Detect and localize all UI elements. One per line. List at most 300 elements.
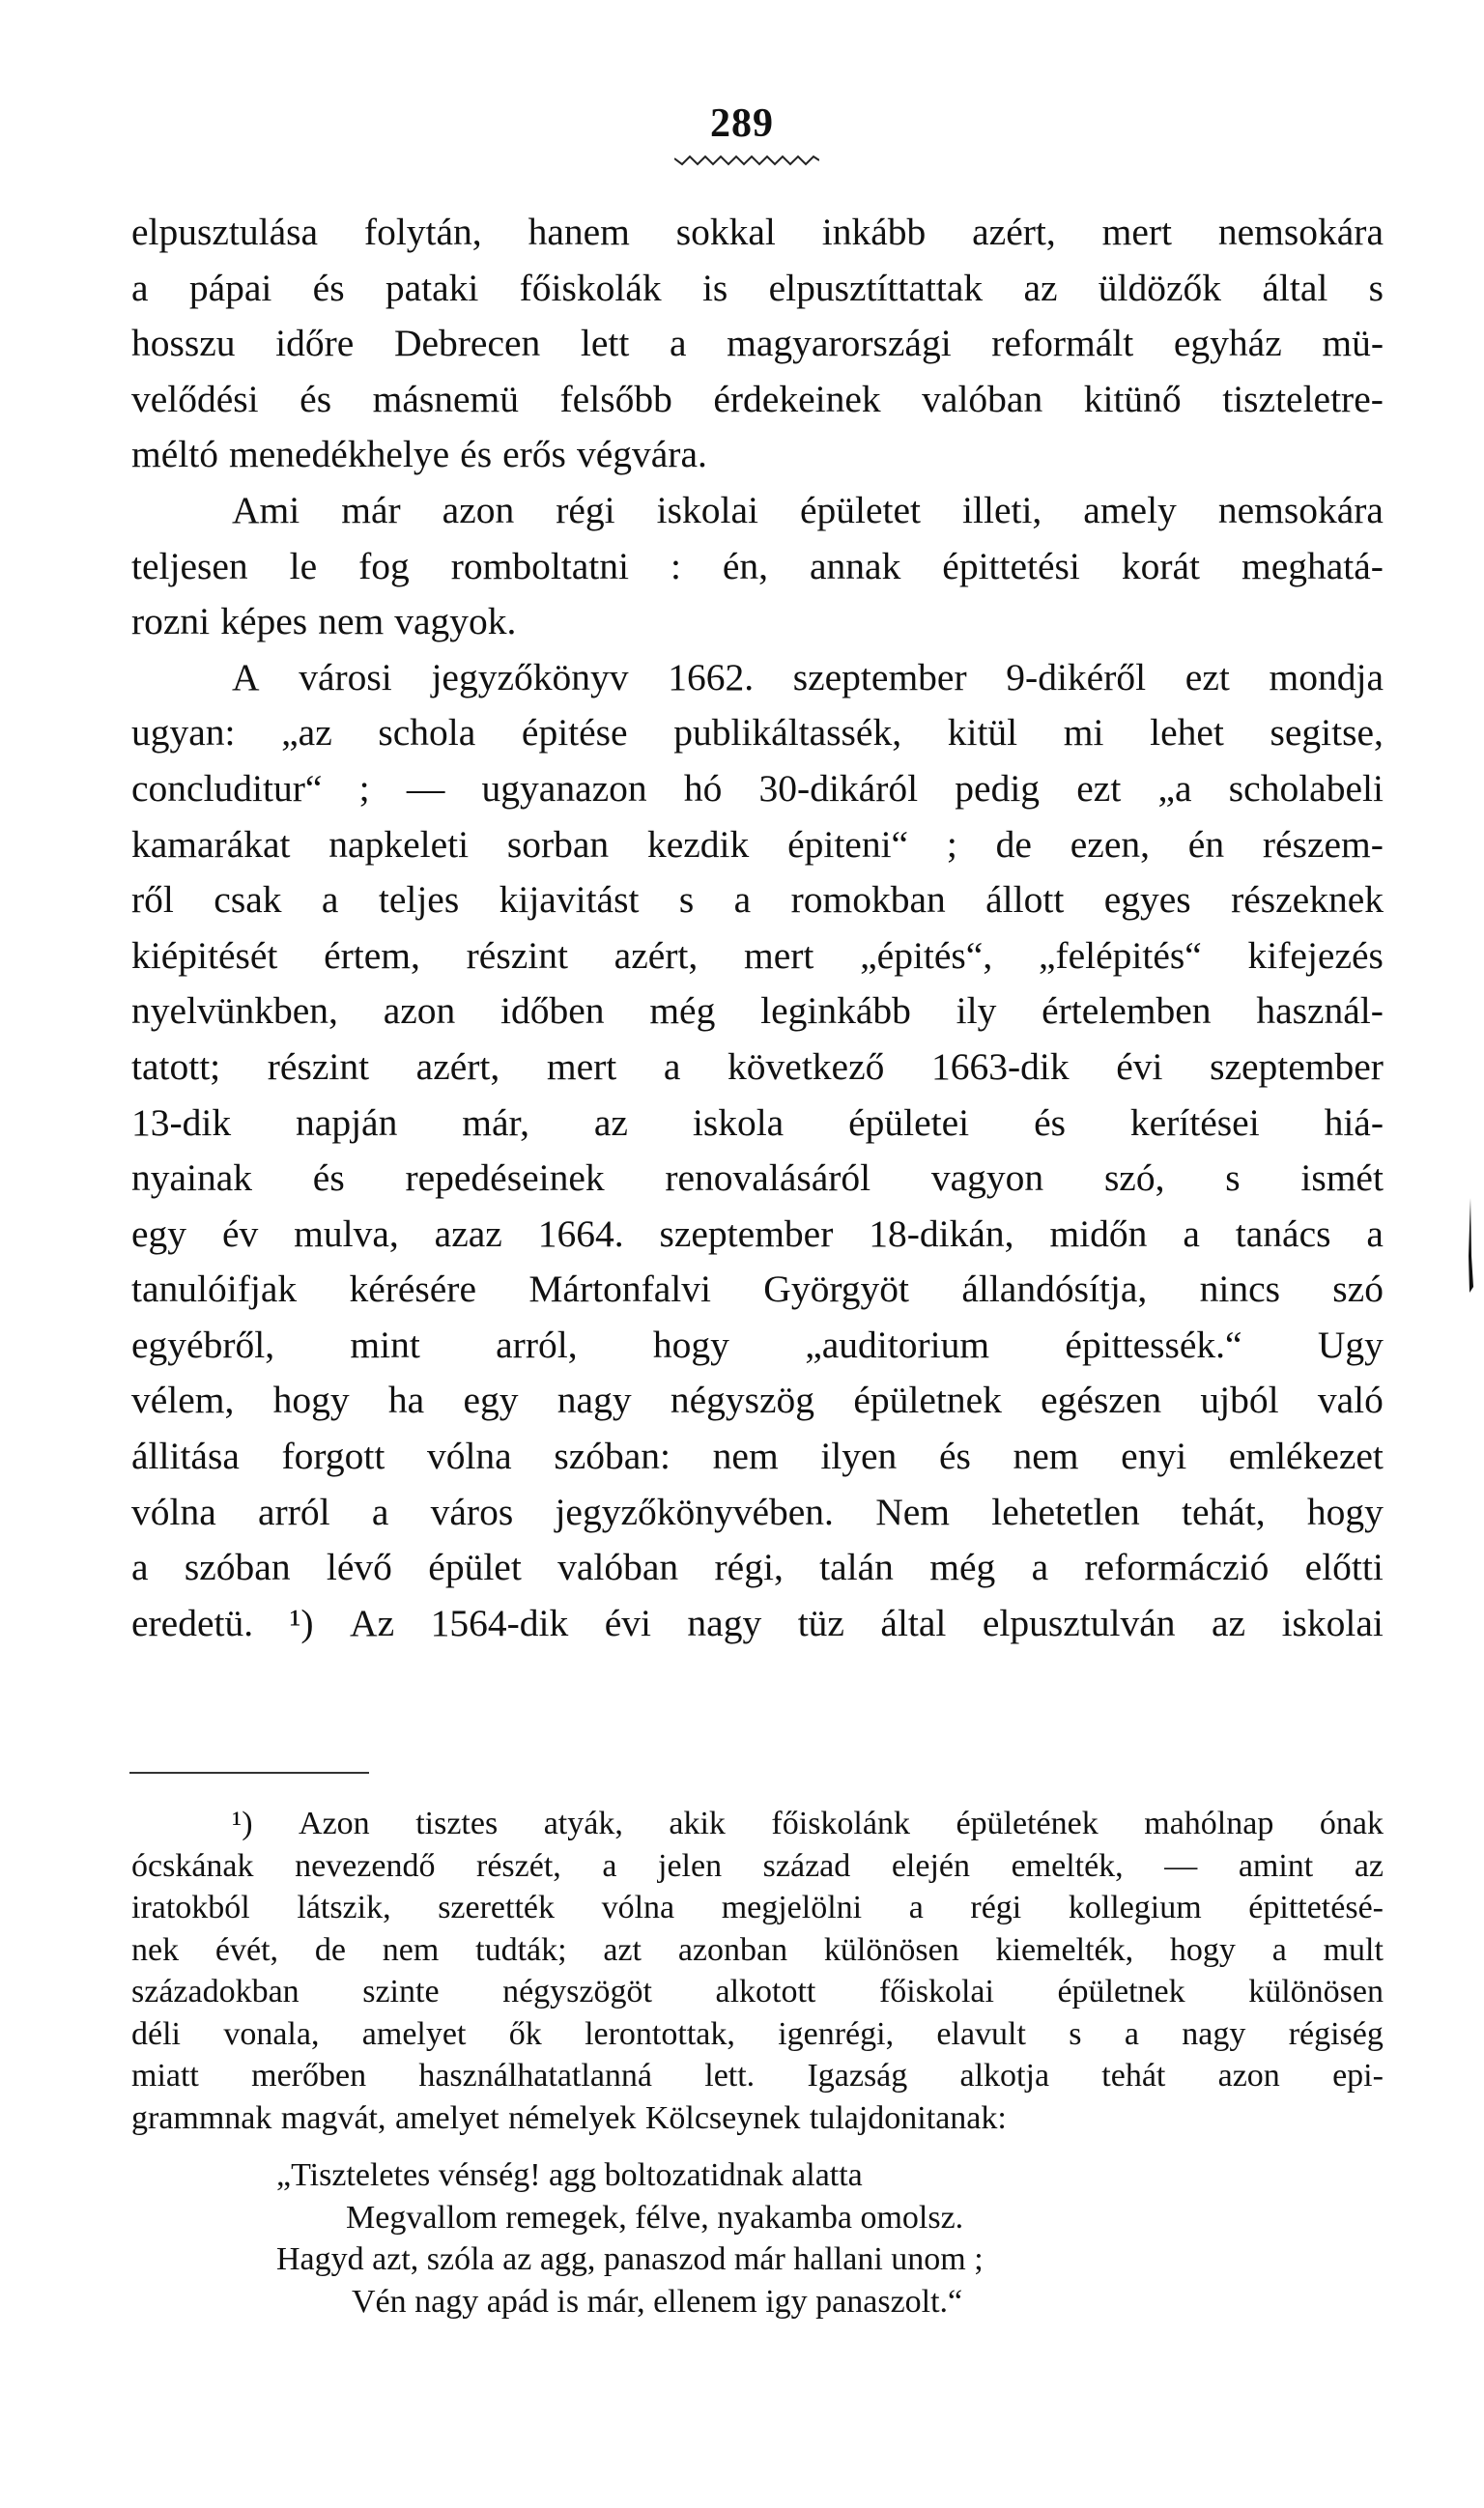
word: következő — [728, 1044, 885, 1088]
word: még — [929, 1546, 996, 1589]
word: szeptember — [659, 1211, 834, 1255]
word: 9-dikéről — [1006, 655, 1147, 698]
word: lerontottak, — [585, 2015, 735, 2052]
word: amelyet — [361, 2015, 467, 2052]
word: részeknek — [1231, 878, 1384, 922]
word: szó — [1332, 1268, 1384, 1311]
word: teljes — [378, 878, 460, 922]
word: a — [131, 1546, 149, 1589]
word: merőben — [251, 2058, 367, 2094]
word: kitül — [947, 711, 1018, 755]
word: négyszögöt — [502, 1974, 652, 2009]
word: egyébről, — [131, 1323, 275, 1366]
word: vólna — [131, 1490, 216, 1533]
word: romboltatni — [450, 544, 629, 587]
word: mulva, — [294, 1211, 399, 1255]
word: a — [602, 1847, 617, 1884]
text-line — [131, 1151, 1384, 1207]
word: a — [1366, 1211, 1384, 1255]
word: 1664. — [537, 1211, 624, 1255]
word: azért, — [614, 933, 699, 977]
word: az — [593, 1100, 628, 1144]
word: ezen, — [1070, 822, 1150, 866]
word: erős — [502, 433, 566, 476]
word: grammnak — [131, 2099, 272, 2136]
text-line — [131, 539, 1384, 595]
word: jegyzőkönyv — [431, 655, 629, 698]
word: és — [460, 433, 493, 476]
word: nagy — [687, 1601, 762, 1644]
word: ezt — [1076, 766, 1122, 810]
text-line — [131, 1429, 1384, 1485]
word: kamarákat — [131, 822, 291, 866]
word: nek — [131, 1931, 180, 1968]
word: vélem, — [131, 1379, 235, 1422]
word: mult — [1323, 1931, 1384, 1968]
word: nyelvünkben, — [131, 989, 338, 1033]
word: kijavitást — [499, 878, 640, 922]
word: Igazság — [807, 2058, 908, 2094]
word: már, — [462, 1100, 529, 1144]
word: ; — [946, 822, 957, 866]
word: amely — [1083, 488, 1177, 531]
word: tiszteletre- — [1222, 377, 1384, 420]
word: tanács — [1235, 1211, 1331, 1255]
word: „az — [281, 711, 332, 755]
word: mert — [1101, 211, 1173, 253]
word: évi — [604, 1601, 651, 1644]
word: épületnek — [1057, 1974, 1185, 2009]
word: főiskolánk — [771, 1806, 910, 1841]
word: azon — [383, 989, 456, 1033]
word: végvára. — [576, 433, 707, 476]
word: Ugy — [1317, 1323, 1384, 1366]
word: ujból — [1200, 1379, 1279, 1422]
word: épületnek — [853, 1379, 1002, 1422]
word: atyák, — [543, 1806, 623, 1841]
word: időre — [275, 322, 355, 365]
word: évét, — [214, 1931, 279, 1968]
word: tudták; — [475, 1931, 567, 1968]
word: lévő — [326, 1546, 392, 1589]
word: hogy — [272, 1379, 350, 1422]
word: fog — [358, 544, 410, 587]
word: eredetü. — [131, 1601, 254, 1644]
word: napkeleti — [328, 822, 470, 866]
word: vólna — [601, 1890, 675, 1925]
word: kerítései — [1129, 1100, 1260, 1144]
verse-line: Hagyd azt, szóla az agg, panaszod már hallani unom ; — [276, 2241, 984, 2277]
word: s — [1069, 2015, 1082, 2052]
word: pataki — [385, 266, 479, 309]
word: különösen — [823, 1931, 959, 1968]
page-number-ornament — [674, 153, 819, 168]
word: s — [678, 878, 695, 922]
word: magvát, — [280, 2099, 386, 2136]
word: elején — [891, 1847, 970, 1884]
word: hanem — [528, 211, 630, 253]
word: régi — [970, 1890, 1022, 1925]
word: kérésére — [349, 1268, 476, 1311]
word: ugyan: — [131, 711, 236, 755]
word: inkább — [821, 211, 927, 253]
word: mü- — [1322, 322, 1384, 365]
word: segitse, — [1270, 711, 1384, 755]
word: állitása — [131, 1435, 240, 1478]
word: tüz — [797, 1601, 844, 1644]
text-line — [131, 761, 1384, 817]
text-line — [131, 372, 1384, 428]
text-line — [131, 1262, 1384, 1318]
word: azon — [1217, 2058, 1280, 2094]
word: rozni — [131, 600, 211, 643]
word: azért, — [972, 211, 1056, 253]
word: amelyet — [395, 2099, 499, 2136]
word: iskolai — [656, 488, 758, 531]
word: és — [312, 266, 345, 309]
word: kiépitését — [131, 933, 278, 977]
page-number: 289 — [710, 101, 774, 146]
word: a — [321, 878, 339, 922]
word: lehet — [1150, 711, 1224, 755]
word: század — [762, 1847, 851, 1884]
word: és — [1034, 1100, 1066, 1144]
word: publikáltassék, — [673, 711, 902, 755]
word: tisztes — [415, 1806, 499, 1841]
word: részem- — [1262, 822, 1384, 866]
word: epi- — [1332, 2058, 1384, 2094]
word: képes — [220, 600, 308, 643]
text-line — [131, 205, 1384, 261]
text-line — [131, 1485, 1384, 1541]
word: részint — [267, 1044, 370, 1088]
word: hogy — [1169, 1931, 1236, 1968]
epigram-verse — [131, 2154, 1384, 2323]
word: városi — [299, 655, 392, 698]
word: hiá- — [1324, 1100, 1384, 1144]
word: ¹) — [289, 1601, 314, 1644]
word: év — [221, 1211, 259, 1255]
footnote-line — [131, 2013, 1384, 2056]
word: ilyen — [820, 1435, 898, 1478]
word: előtti — [1304, 1546, 1384, 1589]
word: szerették — [438, 1890, 555, 1925]
word: a — [1124, 2015, 1139, 2052]
word: mi — [1063, 711, 1104, 755]
text-line — [131, 1540, 1384, 1596]
word: egészen — [1041, 1379, 1162, 1422]
word: felsőbb — [559, 377, 672, 420]
word: nemsokára — [1217, 211, 1384, 253]
word: kollegium — [1068, 1890, 1202, 1925]
word: elpusztulván — [982, 1601, 1176, 1644]
word: „épités“, — [860, 933, 993, 977]
word: reformált — [991, 322, 1134, 365]
word: jegyzőkönyvében. — [555, 1490, 834, 1533]
text-line — [131, 705, 1384, 761]
word: épületei — [848, 1100, 970, 1144]
word: repedéseinek — [405, 1156, 605, 1200]
word: azért, — [415, 1044, 500, 1088]
word: tulajdonitanak: — [809, 2099, 1007, 2136]
word: sokkal — [675, 211, 776, 253]
word: le — [289, 544, 318, 587]
word: lett. — [704, 2058, 756, 2094]
word: kitünő — [1083, 377, 1182, 420]
word: ha — [387, 1379, 425, 1422]
word: egy — [131, 1211, 187, 1255]
word: azaz — [434, 1211, 502, 1255]
word: épittetésé- — [1248, 1890, 1384, 1925]
word: „auditorium — [805, 1323, 990, 1366]
footnote-line — [131, 1845, 1384, 1888]
word: csak — [214, 878, 282, 922]
word: azt — [603, 1931, 642, 1968]
word: 1662. — [668, 655, 755, 698]
word: pedig — [955, 766, 1041, 810]
text-line — [131, 594, 1384, 650]
word: a — [371, 1490, 389, 1533]
word: korát — [1121, 544, 1201, 587]
word: — — [1164, 1847, 1198, 1884]
word: állott — [985, 878, 1065, 922]
word: alkotja — [959, 2058, 1050, 2094]
word: én, — [722, 544, 769, 587]
word: nem — [382, 1931, 440, 1968]
word: én — [1187, 822, 1225, 866]
word: hogy — [1306, 1490, 1384, 1533]
footnote-line — [131, 2055, 1384, 2097]
word: épületet — [799, 488, 922, 531]
word: régi, — [714, 1546, 784, 1589]
word: 1564-dik — [430, 1601, 569, 1644]
word: némelyek — [508, 2099, 637, 2136]
word: a — [663, 1044, 681, 1088]
word: enyi — [1121, 1435, 1187, 1478]
word: concluditur“ — [131, 766, 323, 810]
word: déli — [131, 2015, 181, 2052]
word: forgott — [281, 1435, 385, 1478]
word: de — [314, 1931, 346, 1968]
verse-line: Vén nagy apád is már, ellenem igy panaszolt.“ — [352, 2283, 963, 2320]
footnote-line — [131, 1971, 1384, 2013]
word: mert — [744, 933, 814, 977]
text-line — [131, 872, 1384, 928]
word: már — [341, 488, 401, 531]
text-line — [131, 983, 1384, 1040]
word: vólna — [426, 1435, 512, 1478]
word: épitése — [521, 711, 628, 755]
word: ről — [131, 878, 174, 922]
word: szeptember — [792, 655, 967, 698]
word: mint — [350, 1323, 420, 1366]
word: méltó — [131, 433, 218, 476]
word: értelemben — [1042, 989, 1212, 1033]
word: a — [1183, 1211, 1200, 1255]
word: nem — [318, 600, 385, 643]
word: régiség — [1288, 2015, 1384, 2052]
word: egyes — [1103, 878, 1191, 922]
word: szóban — [184, 1546, 291, 1589]
word: elavult — [936, 2015, 1026, 2052]
word: használ- — [1256, 989, 1384, 1033]
word: kezdik — [646, 822, 750, 866]
word: vagyon — [930, 1156, 1044, 1200]
word: ők — [508, 2015, 542, 2052]
word: is — [701, 266, 728, 309]
word: iratokból — [131, 1890, 250, 1925]
word: Kölcseynek — [644, 2099, 801, 2136]
word: 1663-dik — [930, 1044, 1070, 1088]
footnote-line — [131, 1887, 1384, 1929]
text-line — [131, 817, 1384, 873]
word: renovalásáról — [665, 1156, 871, 1200]
word: a — [1271, 1931, 1287, 1968]
word: szó, — [1103, 1156, 1165, 1200]
word: kifejezés — [1247, 933, 1384, 977]
word: akik — [669, 1806, 726, 1841]
word: menedékhelye — [229, 433, 450, 476]
verse-line: Megvallom remegek, félve, nyakamba omolsz. — [346, 2199, 964, 2236]
word: épiteni“ — [787, 822, 909, 866]
word: az — [1354, 1847, 1384, 1884]
text-line — [131, 1318, 1384, 1374]
word: nagy — [1182, 2015, 1246, 2052]
word: hosszu — [131, 322, 236, 365]
word: kiemelték, — [995, 1931, 1134, 1968]
text-line — [131, 316, 1384, 372]
word: de — [995, 822, 1032, 866]
word: lehetetlen — [991, 1490, 1140, 1533]
word: 18-dikán, — [869, 1211, 1014, 1255]
word: 13-dik — [131, 1100, 232, 1144]
word: állandósítja, — [961, 1268, 1148, 1311]
word: nem — [712, 1435, 779, 1478]
word: leginkább — [760, 989, 911, 1033]
word: tanulóifjak — [131, 1268, 298, 1311]
word: az — [1212, 1601, 1246, 1644]
text-line — [131, 650, 1384, 706]
word: vonala, — [223, 2015, 320, 2052]
word: miatt — [131, 2058, 199, 2094]
word: időben — [500, 989, 605, 1033]
word: valóban — [557, 1546, 679, 1589]
word: tehát, — [1182, 1490, 1266, 1533]
word: részint — [466, 933, 568, 977]
word: négyszög — [670, 1379, 815, 1422]
footnote-separator — [129, 1772, 369, 1774]
word: nem — [1013, 1435, 1079, 1478]
word: azon — [442, 488, 515, 531]
word: Györgyöt — [763, 1268, 909, 1311]
word: különösen — [1248, 1974, 1384, 2009]
word: üldözők — [1098, 266, 1222, 309]
word: épület — [428, 1546, 522, 1589]
word: a — [733, 878, 752, 922]
word: mahólnap — [1144, 1806, 1274, 1841]
word: nemsokára — [1217, 488, 1384, 531]
footnote-line — [131, 2097, 1384, 2140]
word: a — [1031, 1546, 1049, 1589]
word: romokban — [790, 878, 946, 922]
word: hó — [683, 766, 723, 810]
word: Ami — [232, 488, 300, 531]
footnote-line — [131, 1803, 1384, 1845]
word: egyház — [1173, 322, 1282, 365]
text-line — [131, 427, 1384, 483]
word: emelték, — [1011, 1847, 1124, 1884]
word: magyarországi — [727, 322, 952, 365]
word: s — [1225, 1156, 1241, 1200]
word: évi — [1116, 1044, 1163, 1088]
word: megjelölni — [721, 1890, 863, 1925]
word: A — [232, 655, 260, 698]
word: „a — [1157, 766, 1192, 810]
word: elpusztulása — [131, 211, 319, 253]
word: ily — [956, 989, 997, 1033]
word: talán — [819, 1546, 894, 1589]
word: által — [1262, 266, 1328, 309]
word: ¹) — [232, 1806, 253, 1841]
word: valóban — [922, 377, 1043, 420]
word: Az — [350, 1601, 395, 1644]
word: főiskolák — [519, 266, 662, 309]
verse-line: „Tiszteletes vénség! agg boltozatidnak alatta — [276, 2157, 863, 2193]
text-line — [131, 1373, 1384, 1429]
margin-pencil-mark — [1467, 1198, 1474, 1293]
word: alkotott — [715, 1974, 816, 2009]
word: századokban — [131, 1974, 300, 2009]
word: és — [312, 1156, 345, 1200]
footnote-text — [131, 1803, 1384, 2139]
word: iskolai — [1281, 1601, 1384, 1644]
word: város — [430, 1490, 514, 1533]
text-line — [131, 261, 1384, 317]
word: épületének — [956, 1806, 1099, 1841]
word: amint — [1238, 1847, 1314, 1884]
word: lett — [580, 322, 630, 365]
text-line — [131, 1040, 1384, 1096]
word: a — [131, 266, 149, 309]
word: s — [1368, 266, 1384, 309]
word: való — [1317, 1379, 1384, 1422]
word: Mártonfalvi — [528, 1268, 711, 1311]
text-line — [131, 1207, 1384, 1263]
word: 30-dikáról — [758, 766, 919, 810]
word: régi — [556, 488, 615, 531]
word: egy — [463, 1379, 519, 1422]
text-line — [131, 1596, 1384, 1652]
text-line — [131, 483, 1384, 539]
word: ócskának — [131, 1847, 254, 1884]
word: : — [670, 544, 681, 587]
word: a — [669, 322, 687, 365]
text-line — [131, 1096, 1384, 1152]
word: szinte — [362, 1974, 440, 2009]
word: folytán, — [363, 211, 482, 253]
word: elpusztíttattak — [768, 266, 984, 309]
word: és — [300, 377, 332, 420]
word: reformáczió — [1084, 1546, 1270, 1589]
word: tehát — [1101, 2058, 1166, 2094]
main-body-text — [131, 205, 1384, 1651]
word: teljesen — [131, 544, 248, 587]
word: jelen — [658, 1847, 723, 1884]
word: napján — [296, 1100, 398, 1144]
word: még — [649, 989, 716, 1033]
word: szóban: — [554, 1435, 671, 1478]
word: nevezendő — [295, 1847, 436, 1884]
